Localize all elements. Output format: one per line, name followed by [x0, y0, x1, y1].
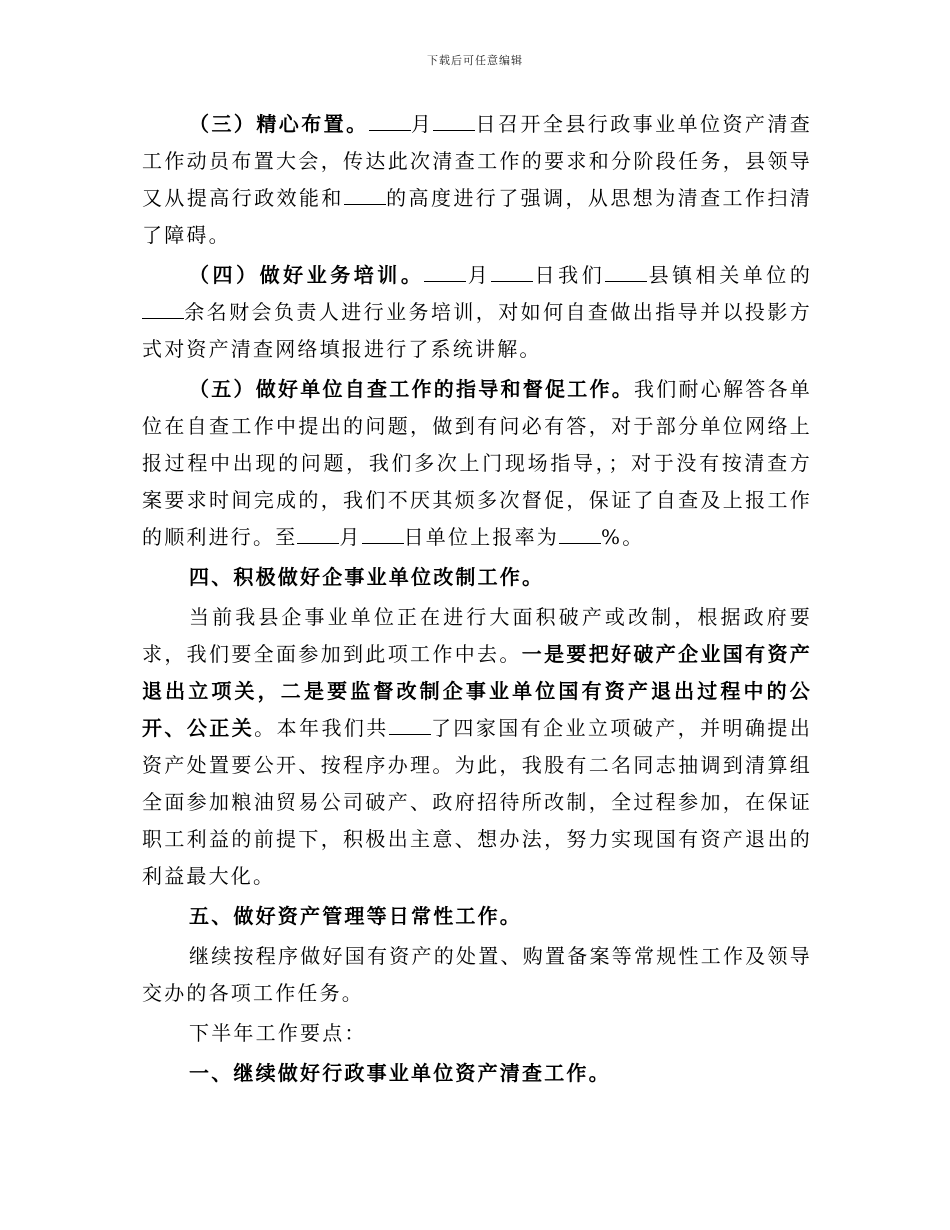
- page-header: 下载后可任意编辑: [427, 54, 523, 67]
- document-body: [142, 106, 812, 1092]
- paragraph-text: 当前我县企事业单位正在进行大面积破产或改制，根据政府要求，我们要全面参加到此项工作中去。: [142, 605, 812, 666]
- section-heading-richang: 五、做好资产管理等日常性工作。: [189, 904, 522, 928]
- paragraph-heading: （三）精心布置。: [189, 112, 369, 136]
- blank-field: [344, 182, 386, 205]
- paragraph-xiabannian: 下半年工作要点：: [189, 1021, 367, 1045]
- paragraph-yewu-peixun: [142, 257, 812, 368]
- section-heading-qingcha: 一、继续做好行政事业单位资产清查工作。: [189, 1061, 611, 1085]
- paragraph-heading: （五）做好单位自查工作的指导和督促工作。: [189, 377, 635, 401]
- paragraph-text: 县镇相关单位的: [647, 263, 813, 287]
- paragraph-zicha-duchu: [142, 371, 812, 556]
- paragraph-text: %。: [601, 525, 645, 549]
- paragraph-text: 了四家国有企业立项破产，并明确提出资产处置要公开、按程序办理。为此，我股有二名同志抽调到清算组全面参加粮油贸易公司破产、政府招待所改制，全过程参加，在保证职工利益的前提下，积极出主意、想办法，努力实现国有资产退出的利益最大化。: [142, 716, 813, 888]
- blank-field: [605, 259, 647, 282]
- paragraph-gaizhi: [142, 599, 812, 895]
- paragraph-text: 我们耐心解答各单位在自查工作中提出的问题，做到有问必有答，对于部分单位网络上报过程中出现的问题，我们多次上门现场指导，；对于没有按清查方案要求时间完成的，我们不厌其烦多次督促，保证了自查及上报工作的顺利进行。至: [142, 377, 812, 549]
- paragraph-text: 日我们: [533, 263, 606, 287]
- blank-field: [369, 108, 411, 131]
- paragraph-text: 月: [339, 525, 362, 549]
- paragraph-text: 日单位上报率为: [403, 525, 560, 549]
- paragraph-heading: （四）做好业务培训。: [189, 263, 425, 287]
- paragraph-text: 余名财会负责人进行业务培训，对如何自查做出指导并以投影方式对资产清查网络填报进行了系统讲解。: [142, 300, 812, 361]
- blank-field: [362, 521, 404, 544]
- blank-field: [433, 108, 475, 131]
- section-heading-gaizhi: 四、积极做好企事业单位改制工作。: [189, 565, 545, 589]
- paragraph-text: 日召开全县行政事业单位资产清查工作动员布置大会，传达此次清查工作的要求和分阶段任务，县领导又从提高行政效能和: [142, 112, 813, 210]
- paragraph-text: 月: [410, 112, 434, 136]
- paragraph-text: 。本年我们共: [254, 716, 389, 740]
- blank-field: [389, 712, 431, 735]
- paragraph-richang: 继续按程序做好国有资产的处置、购置备案等常规性工作及领导交办的各项工作任务。: [142, 944, 812, 1005]
- paragraph-text: 的高度进行了强调，从思想为清查工作扫清了障碍。: [142, 186, 812, 247]
- blank-field: [297, 521, 339, 544]
- blank-field: [142, 296, 184, 319]
- blank-field: [424, 259, 466, 282]
- blank-field: [559, 521, 601, 544]
- paragraph-text: 月: [466, 263, 492, 287]
- paragraph-jingxin-buzhi: [142, 106, 812, 254]
- blank-field: [491, 259, 533, 282]
- paragraph-emphasis: 一是要把好破产企业国有资产退出立项关，二是要监督改制企事业单位国有资产退出过程中的公开、公正关: [142, 642, 812, 740]
